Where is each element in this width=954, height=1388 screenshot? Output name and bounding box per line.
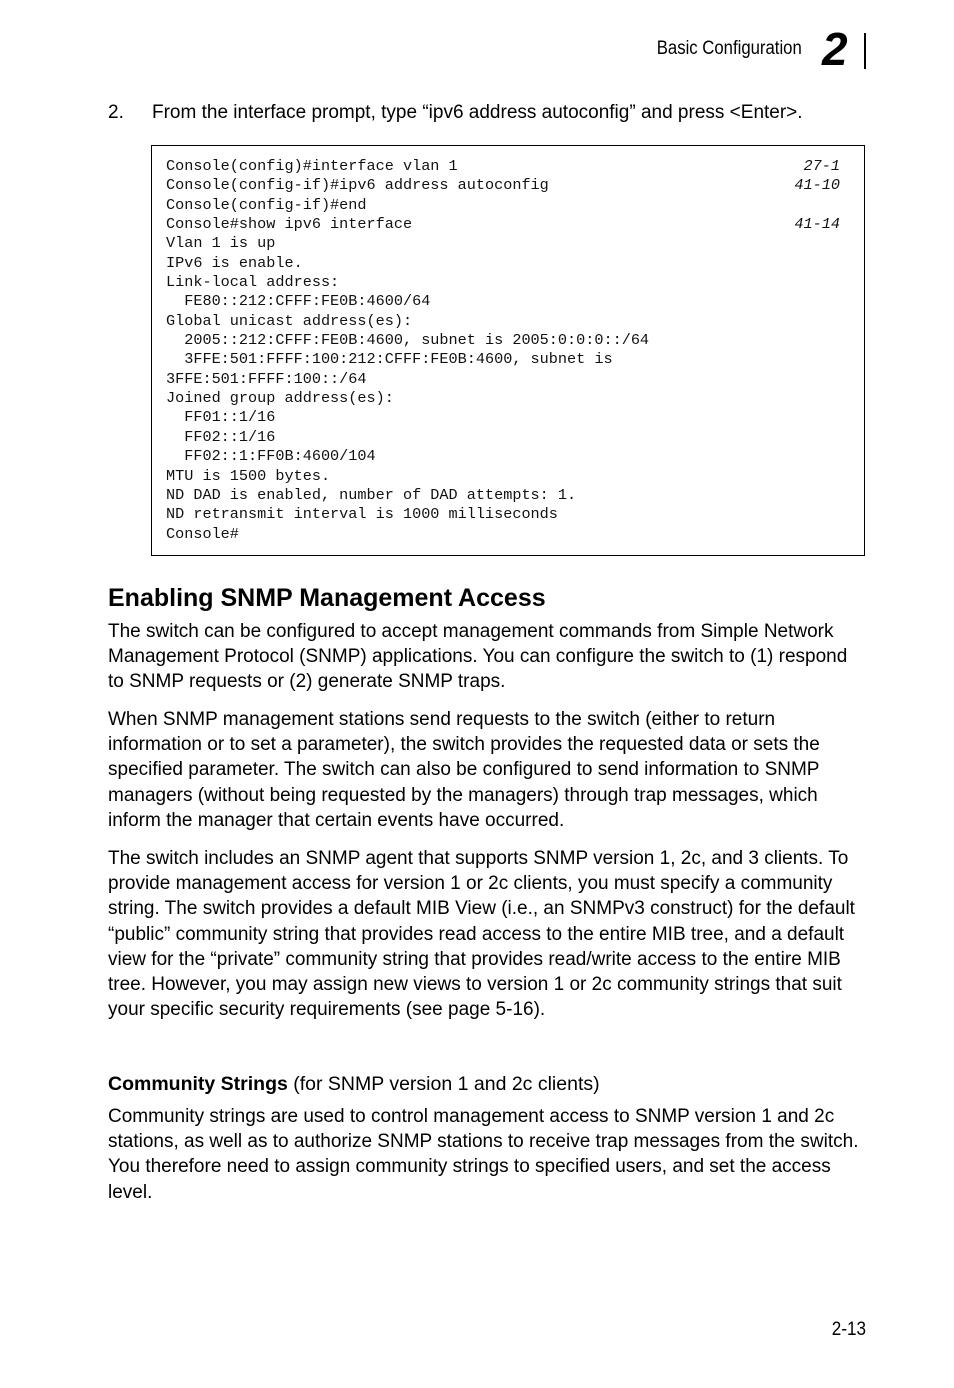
console-line-text: ND retransmit interval is 1000 milliseconds — [166, 505, 558, 524]
chapter-divider — [864, 33, 866, 69]
console-line-text: ND DAD is enabled, number of DAD attempts: 1. — [166, 485, 577, 504]
console-line — [166, 505, 840, 524]
subsection-paragraph: Community strings are used to control management access to SNMP version 1 and 2c stations, as well as to authorize SNMP stations to receive trap messages from the switch. You therefore need to assign community strings to specified users, and set the access level. — [108, 1106, 859, 1203]
header-title: Basic Configuration — [657, 38, 802, 59]
console-line — [166, 292, 840, 311]
console-line-text: MTU is 1500 bytes. — [166, 466, 331, 485]
subsection-title-rest: (for SNMP version 1 and 2c clients) — [287, 1073, 600, 1095]
subsection-title — [108, 1073, 600, 1096]
console-line-text: IPv6 is enable. — [166, 253, 303, 272]
section-paragraph-1: The switch can be configured to accept management commands from Simple Network Management Protocol (SNMP) applications. You can configure the switch to (1) respond to SNMP requests or (2) generate SNMP traps. — [108, 621, 848, 693]
console-line — [166, 312, 840, 331]
console-line-text: 2005::212:CFFF:FE0B:4600, subnet is 2005:0:0:0::/64 — [166, 331, 650, 350]
console-lines — [166, 157, 840, 544]
console-line — [166, 350, 840, 369]
console-line-text: Console#show ipv6 interface — [166, 215, 413, 234]
console-line-text: 3FFE:501:FFFF:100::/64 — [166, 369, 367, 388]
console-line-text: FF02::1/16 — [166, 427, 276, 446]
console-line — [166, 157, 840, 176]
console-page-reference: 41-14 — [794, 215, 840, 234]
console-line-text: Console(config)#interface vlan 1 — [166, 157, 458, 175]
console-line-text: Console(config-if)#end — [166, 195, 367, 214]
console-line — [166, 273, 840, 292]
chapter-number: 2 — [822, 23, 848, 75]
section-title: Enabling SNMP Management Access — [108, 584, 546, 612]
console-line-text: Vlan 1 is up — [166, 234, 276, 253]
console-page-reference: 27-1 — [803, 157, 840, 175]
page-number: 2-13 — [831, 1319, 866, 1340]
console-line — [166, 370, 840, 389]
console-line-text: Joined group address(es): — [166, 389, 394, 408]
console-page-reference: 41-10 — [794, 176, 840, 195]
console-example-box — [151, 145, 865, 556]
console-line — [166, 234, 840, 253]
console-line-text: Global unicast address(es): — [166, 311, 413, 330]
console-line — [166, 467, 840, 486]
console-line — [166, 196, 840, 215]
console-line-text: FF02::1:FF0B:4600/104 — [166, 447, 376, 466]
console-line — [166, 215, 840, 234]
console-line — [166, 428, 840, 447]
console-line — [166, 389, 840, 408]
subsection-title-bold: Community Strings — [108, 1073, 288, 1095]
console-line-text: Link-local address: — [166, 273, 340, 292]
console-line — [166, 331, 840, 350]
console-line-text: Console# — [166, 524, 239, 543]
console-line — [166, 486, 840, 505]
console-line — [166, 176, 840, 195]
console-line-text: 3FFE:501:FFFF:100:212:CFFF:FE0B:4600, subnet is — [166, 350, 613, 369]
step-text: From the interface prompt, type “ipv6 address autoconfig” and press <Enter>. — [152, 102, 803, 123]
section-paragraph-2: When SNMP management stations send requests to the switch (either to return information or to set a parameter), the switch provides the requested data or sets the specified parameter. The switch can also be configured to send information to SNMP managers (without being requested by the managers) through trap messages, which inform the manager that certain events have occurred. — [108, 709, 820, 831]
console-line — [166, 447, 840, 466]
console-line-text: FF01::1/16 — [166, 408, 276, 427]
section-paragraph-3: The switch includes an SNMP agent that supports SNMP version 1, 2c, and 3 clients. To provide management access for version 1 or 2c clients, you must specify a community string. The switch provides a default MIB View (i.e., an SNMPv3 construct) for the default “public” community string that provides read access to the entire MIB tree, and a default view for the “private” community string that provides read/write access to the entire MIB tree. However, you may assign new views to version 1 or 2c community strings that suit your specific security requirements (see page 5-16). — [108, 848, 855, 1021]
step-number: 2. — [108, 102, 124, 123]
console-line — [166, 254, 840, 273]
console-line — [166, 525, 840, 544]
console-line — [166, 408, 840, 427]
console-line-text: FE80::212:CFFF:FE0B:4600/64 — [166, 292, 431, 311]
console-line-text: Console(config-if)#ipv6 address autoconfig — [166, 176, 549, 195]
